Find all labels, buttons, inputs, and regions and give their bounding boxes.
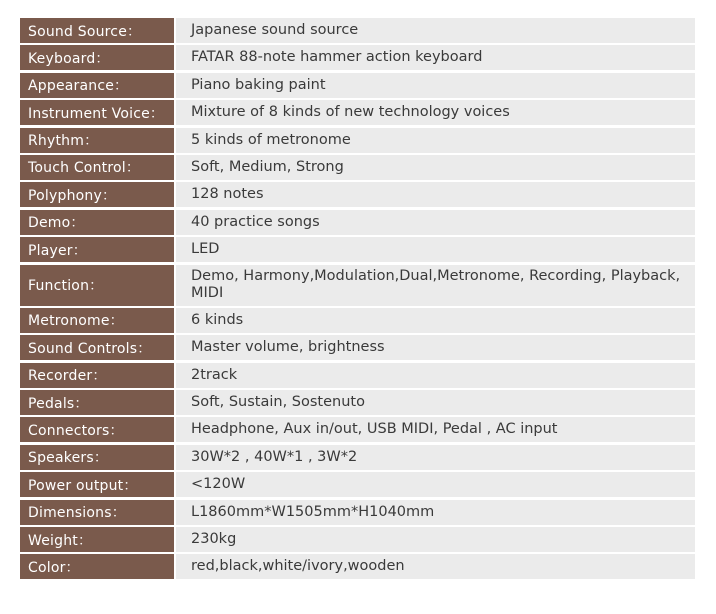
- spec-row-dimensions: [20, 500, 695, 525]
- spec-label: Connectors：: [20, 417, 174, 442]
- spec-row-weight: [20, 527, 695, 552]
- spec-value: 5 kinds of metronome: [176, 128, 695, 153]
- spec-value: LED: [176, 237, 695, 262]
- spec-label: Sound Controls：: [20, 335, 174, 360]
- spec-row-pedals: [20, 390, 695, 415]
- spec-row-power-output: [20, 472, 695, 497]
- spec-label: Sound Source：: [20, 18, 174, 43]
- spec-value: Japanese sound source: [176, 18, 695, 43]
- spec-value: Master volume, brightness: [176, 335, 695, 360]
- spec-label: Player：: [20, 237, 174, 262]
- spec-label: Recorder：: [20, 363, 174, 388]
- spec-row-recorder: [20, 363, 695, 388]
- spec-label: Weight：: [20, 527, 174, 552]
- spec-label: Instrument Voice：: [20, 100, 174, 125]
- spec-row-touch-control: [20, 155, 695, 180]
- spec-label: Speakers：: [20, 445, 174, 470]
- spec-row-keyboard: [20, 45, 695, 70]
- spec-row-speakers: [20, 445, 695, 470]
- spec-label: Dimensions：: [20, 500, 174, 525]
- spec-row-demo: [20, 210, 695, 235]
- spec-label: Appearance：: [20, 73, 174, 98]
- spec-label: Function：: [20, 265, 174, 306]
- spec-row-instrument-voice: [20, 100, 695, 125]
- spec-row-color: [20, 554, 695, 579]
- spec-value: Mixture of 8 kinds of new technology voices: [176, 100, 695, 125]
- spec-label: Rhythm：: [20, 128, 174, 153]
- spec-value: Soft, Medium, Strong: [176, 155, 695, 180]
- spec-value: L1860mm*W1505mm*H1040mm: [176, 500, 695, 525]
- spec-label: Demo：: [20, 210, 174, 235]
- spec-label: Keyboard：: [20, 45, 174, 70]
- spec-table: [20, 18, 695, 582]
- spec-label: Polyphony：: [20, 182, 174, 207]
- spec-row-sound-controls: [20, 335, 695, 360]
- spec-row-rhythm: [20, 128, 695, 153]
- spec-label: Color：: [20, 554, 174, 579]
- spec-row-metronome: [20, 308, 695, 333]
- spec-value: Piano baking paint: [176, 73, 695, 98]
- spec-value: 30W*2 , 40W*1 , 3W*2: [176, 445, 695, 470]
- spec-value: <120W: [176, 472, 695, 497]
- spec-row-sound-source: [20, 18, 695, 43]
- spec-label: Metronome：: [20, 308, 174, 333]
- spec-row-function: [20, 265, 695, 306]
- spec-value: 230kg: [176, 527, 695, 552]
- spec-row-player: [20, 237, 695, 262]
- spec-value: 2track: [176, 363, 695, 388]
- spec-value: 6 kinds: [176, 308, 695, 333]
- spec-value: Soft, Sustain, Sostenuto: [176, 390, 695, 415]
- spec-value: 40 practice songs: [176, 210, 695, 235]
- spec-label: Touch Control：: [20, 155, 174, 180]
- spec-value: Headphone, Aux in/out, USB MIDI, Pedal , AC input: [176, 417, 695, 442]
- spec-value: 128 notes: [176, 182, 695, 207]
- spec-row-connectors: [20, 417, 695, 442]
- spec-label: Pedals：: [20, 390, 174, 415]
- spec-value: red,black,white/ivory,wooden: [176, 554, 695, 579]
- spec-value: FATAR 88-note hammer action keyboard: [176, 45, 695, 70]
- spec-row-appearance: [20, 73, 695, 98]
- spec-value: Demo, Harmony,Modulation,Dual,Metronome, Recording, Playback, MIDI: [176, 265, 695, 306]
- spec-label: Power output：: [20, 472, 174, 497]
- spec-row-polyphony: [20, 182, 695, 207]
